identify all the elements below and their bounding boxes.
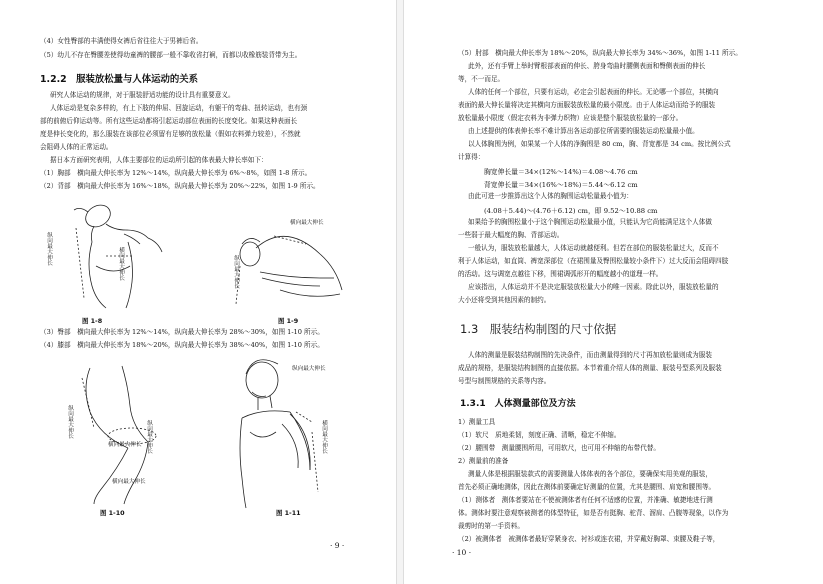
figure-1-11-illustration	[222, 352, 352, 512]
formula-back-width: 背宽伸长量＝34×(16%～18%)＝5.44～6.12 cm	[484, 181, 638, 189]
text-line: 此外，还有手臂上举时臂根部表面的伸长、胯身弯曲时腰侧表面和臀侧表面的伸长	[468, 62, 706, 70]
text-line: （2）被测体者 被测体者最好穿紧身衣、衬衫或连衣裙，并穿戴好胸罩、束腰及鞋子等，	[458, 535, 720, 543]
fig10-horizontal-label: 横向最大伸长	[108, 442, 142, 448]
text-line: 人体运动是复杂多样的，有上下肢的伸屈、回旋运动，有躯干的弯曲、扭转运动，也有颈	[50, 104, 308, 112]
text-line: （2）背部 横向最大伸长率为 16%～18%，纵向最大伸长率为 20%～22%，如图 1-9 所示。	[40, 182, 320, 190]
section-heading-1-3-1: 1.3.1 人体测量部位及方法	[460, 399, 576, 409]
formula-chest-width: 胸宽伸长量＝34×(12%～14%)＝4.08～4.76 cm	[484, 168, 638, 176]
figure-1-10-illustration	[62, 358, 172, 508]
fig10-horizontal-label-2: 横向最大伸长	[112, 479, 146, 485]
text-line: 利于人体运动，如直筒、裤宽深部位（在裙围量及臀围松量较小条件下）过大反而会阻碍四肢	[458, 257, 729, 265]
figure-1-8-illustration	[36, 194, 186, 314]
section-heading-1-2-2: 1.2.2 服装放松量与人体运动的关系	[40, 74, 198, 85]
text-line: 会阻碍人体的正常运动。	[40, 143, 113, 151]
text-line: 人体的测量是服装结构制图的先决条件，而由测量得到的尺寸再加放松量则成为服装	[468, 351, 712, 359]
text-line: 据日本方面研究表明，人体主要部位的运动所引起的体表最大伸长率如下：	[50, 156, 268, 164]
text-line: 如果给予的胸围松量小于这个胸围运动松量最小值，只能认为它尚能满足这个人体做	[468, 218, 712, 226]
text-line: 人体的任何一个部位，只要有运动，必定会引起表面的伸长。无论哪一个部位，其横向	[468, 88, 719, 96]
text-line: （1）软尺 质地柔韧，刻度正确、清晰，稳定不伸缩。	[458, 431, 621, 439]
text-line: 表面的最大伸长量将决定其横向方面服装放松量的最小限度。由于人体运动而给予的服装	[458, 101, 716, 109]
text-line: 以人体胸围为例，如果某一个人体的净胸围是 80 cm，胸、背宽都是 34 cm。按比例公式	[468, 140, 731, 148]
text-line: 等，不一而足。	[458, 75, 505, 83]
book-gutter	[396, 0, 404, 584]
fig11-vertical-label: 纵向最大伸长	[292, 366, 326, 372]
text-line: （4）女性臀部的丰满使得女裤后省往往大于男裤后省。	[40, 37, 203, 45]
text-line: （1）胸部 横向最大伸长率为 12%～14%，纵向最大伸长率为 6%～8%，如图 1-8 所示。	[40, 169, 312, 177]
formula-chest-ease: (4.08＋5.44)～(4.76＋6.12) cm，即 9.52～10.88 cm	[484, 207, 658, 215]
text-line: 成品的规格，是服装结构制图的直接依据。本节着重介绍人体的测量、服装号型系列及服装	[458, 364, 722, 372]
page-number: · 9 ·	[330, 541, 345, 550]
section-heading-1-3: 1.3 服装结构制图的尺寸依据	[460, 322, 617, 336]
text-line: （5）幼儿不存在臀腰差使得幼童裤的腰部一般不靠收省打裥，而都以收橡筋装背带为主。	[40, 51, 302, 59]
text-line: 裁剪时的第一手资料。	[458, 522, 524, 530]
figure-1-11-caption: 图 1-11	[276, 509, 301, 517]
text-line: （5）肘部 横向最大伸长率为 18%～20%，纵向最大伸长率为 34%～36%，如图 1-11 所示。	[458, 49, 742, 57]
text-line: 2）测量前的准备	[458, 457, 509, 465]
text-line: 的活动。这与调宽点越往下移，围裙调弧形开的幅度越小的道理一样。	[458, 270, 663, 278]
text-line: （2）腰围带 测量腰围所用，可用软尺，也可用不伸缩的布带代替。	[458, 444, 661, 452]
fig11-horizontal-label: 横向最大伸长	[321, 420, 327, 454]
text-line: 1）测量工具	[458, 418, 496, 426]
page-number: · 10 ·	[452, 548, 472, 557]
text-line: 应该指出，人体运动并不是决定服装放松量大小的唯一因素。除此以外，服装放松量的	[468, 283, 719, 291]
fig10-vertical-label-2: 纵向最大伸长	[146, 420, 152, 454]
text-line: 度是伸长变化的，那么服装在该部位必须留有足够的放松量（假如衣料弹力较差），不然就	[40, 130, 301, 138]
text-line: 体。测体时要注意观察被测者的体型特征，如是否有挺胸、驼背、溜肩、凸腹等现象，以作为	[458, 509, 729, 517]
fig9-vertical-label: 纵向最大伸长	[233, 255, 239, 289]
text-line: 放松量最小限度（假定衣料为非弹力织物）应该是整个服装放松量的一部分。	[458, 114, 683, 122]
text-line: （3）臀部 横向最大伸长率为 12%～14%，纵向最大伸长率为 28%～30%，如图 1-10 所示。	[40, 328, 324, 336]
text-line: （4）膝部 横向最大伸长率为 18%～20%，纵向最大伸长率为 38%～40%，如图 1-10 所示。	[40, 341, 324, 349]
fig10-vertical-label: 纵向最大伸长	[67, 405, 73, 439]
fig8-horizontal-label: 横向最大伸长	[118, 247, 124, 281]
figure-1-8-caption: 图 1-8	[82, 317, 103, 325]
figure-1-10-caption: 图 1-10	[100, 509, 125, 517]
fig9-horizontal-label: 横向最大伸长	[290, 220, 324, 226]
text-line: 研究人体运动的规律，对于服装舒适功能的设计具有重要意义。	[50, 91, 235, 99]
text-line: 一些弱于最大幅度的胸、背部运动。	[458, 231, 564, 239]
text-line: 部的前俯后仰运动等。所有这些运动都将引起运动部位表面的长度变化。如果这种表面长	[40, 117, 298, 125]
left-page	[0, 0, 396, 584]
text-line: 大小还将受到其他因素的制约。	[458, 296, 551, 304]
text-line: 测量人体是根据服装款式的需要测量人体体表的各个部位，要确保实用美观的服装，	[468, 470, 712, 478]
text-line: 计算得：	[458, 153, 485, 161]
fig8-vertical-label: 纵向最大伸长	[46, 232, 52, 266]
figure-1-9-caption: 图 1-9	[278, 317, 299, 325]
right-page	[404, 0, 823, 584]
text-line: 由此可进一步推算出这个人体的胸围运动松量最小值为：	[468, 192, 633, 200]
text-line: 一般认为，服装放松量越大，人体运动就越便利。但若在部位的服装松量过大，反而不	[468, 244, 719, 252]
text-line: 首先必须正确地测体，因此在测体前要确定好测量的位置，尤其是腰围、肩宽和腰围等。	[458, 483, 716, 491]
text-line: （1）测体者 测体者要站在不使被测体者有任何不适感的位置，并准确、敏捷地进行测	[458, 496, 713, 504]
text-line: 号型与制图规格的关系等内容。	[458, 377, 551, 385]
text-line: 由上述提供的体表伸长率不难计算出各运动部位所需要的服装运动松量最小值。	[468, 127, 699, 135]
